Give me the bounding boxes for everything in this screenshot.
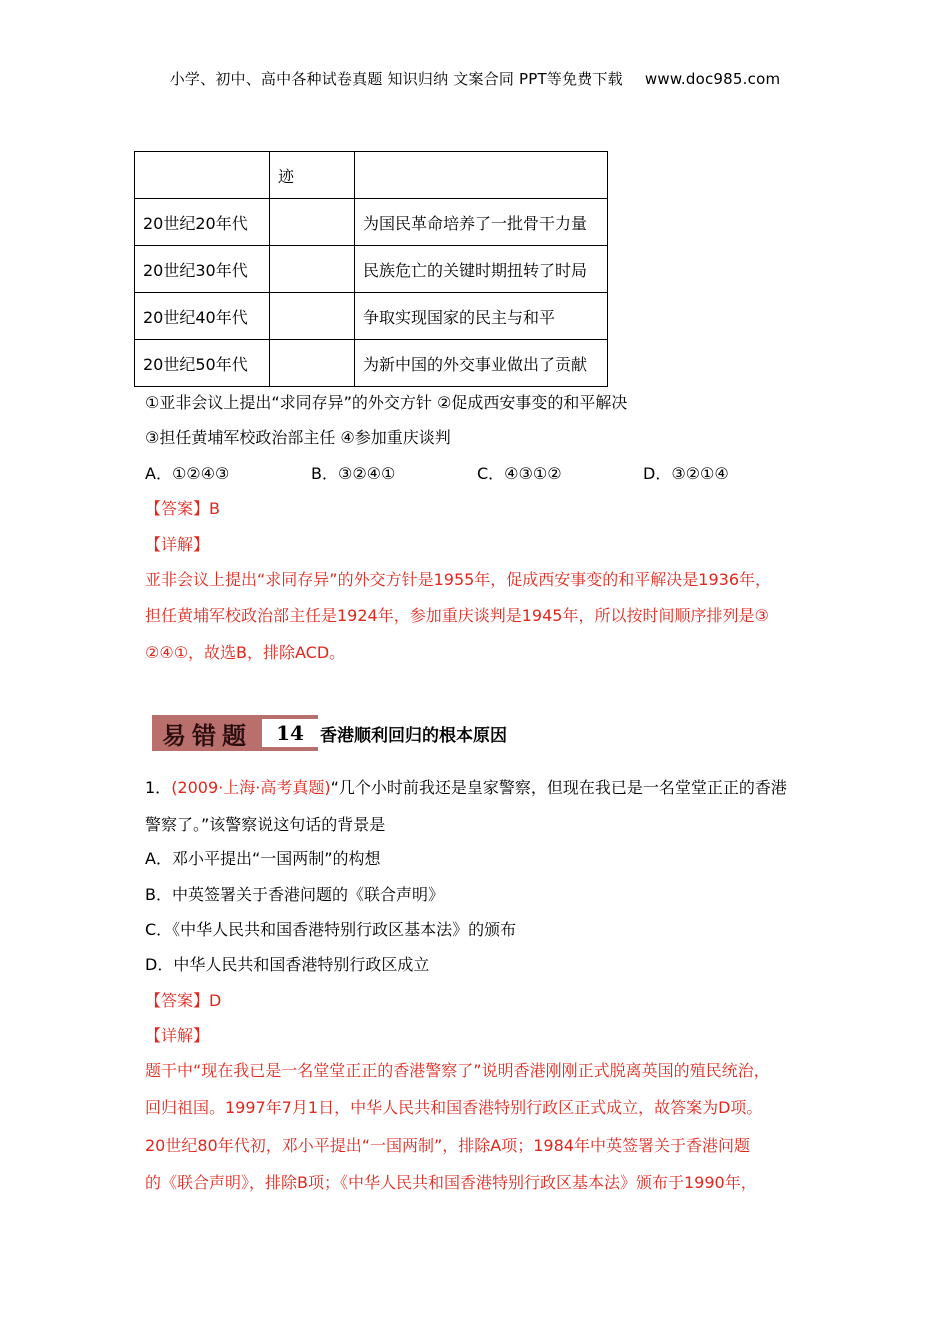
table-row — [135, 293, 608, 340]
table-row — [135, 199, 608, 246]
section-tag — [152, 715, 318, 751]
q13-option-c: C．④③①② — [477, 464, 562, 483]
q13-option-b: B．③②④① — [311, 464, 396, 483]
q13-explanation-line: 担任黄埔军校政治部主任是1924年，参加重庆谈判是1945年，所以按时间顺序排列是③ — [145, 606, 769, 625]
q1-explanation-line: 题干中“现在我已是一名堂堂正正的香港警察了”说明香港刚刚正式脱离英国的殖民统治， — [145, 1061, 770, 1080]
q13-items-line1: ①亚非会议上提出“求同存异”的外交方针 ②促成西安事变的和平解决 — [145, 393, 628, 412]
q1-option-c: C．《中华人民共和国香港特别行政区基本法》的颁布 — [145, 920, 517, 939]
q1-answer: 【答案】D — [145, 991, 222, 1010]
table-cell-era: 20世纪40年代 — [135, 293, 270, 340]
q1-stem-line1 — [145, 778, 787, 798]
q1-option-d: D．中华人民共和国香港特别行政区成立 — [145, 955, 430, 974]
q13-items-line2: ③担任黄埔军校政治部主任 ④参加重庆谈判 — [145, 428, 451, 447]
q1-stem-text: “几个小时前我还是皇家警察，但现在我已是一名堂堂正正的香港 — [330, 778, 787, 797]
table-cell — [135, 152, 270, 199]
table-cell: 迹 — [270, 152, 355, 199]
header-text: 小学、初中、高中各种试卷真题 知识归纳 文案合同 PPT等免费下载 — [169, 70, 623, 88]
table-cell-era: 20世纪30年代 — [135, 246, 270, 293]
table-cell — [355, 152, 608, 199]
table-row — [135, 340, 608, 387]
table-cell-desc: 为国民革命培养了一批骨干力量 — [355, 199, 608, 246]
table-cell-desc: 民族危亡的关键时期扭转了时局 — [355, 246, 608, 293]
table-cell-deed — [270, 340, 355, 387]
table-cell-era: 20世纪50年代 — [135, 340, 270, 387]
q1-explanation-line: 20世纪80年代初，邓小平提出“一国两制”，排除A项；1984年中英签署关于香港问题 — [145, 1136, 750, 1155]
timeline-table — [134, 151, 608, 387]
q1-explanation-line: 的《联合声明》，排除B项；《中华人民共和国香港特别行政区基本法》颁布于1990年， — [145, 1173, 757, 1192]
q1-detail-label: 【详解】 — [145, 1026, 210, 1045]
q1-source: (2009·上海·高考真题) — [171, 778, 331, 797]
table-cell-era: 20世纪20年代 — [135, 199, 270, 246]
q1-stem-line2: 警察了。”该警察说这句话的背景是 — [145, 815, 386, 834]
header-site: www.doc985.com — [644, 70, 781, 88]
q1-explanation-line: 回归祖国。1997年7月1日，中华人民共和国香港特别行政区正式成立，故答案为D项。 — [145, 1098, 763, 1117]
table-cell-desc: 为新中国的外交事业做出了贡献 — [355, 340, 608, 387]
q1-number: 1． — [145, 778, 172, 797]
q13-answer: 【答案】B — [145, 499, 220, 518]
section-number: 14 — [262, 719, 318, 747]
table-row — [135, 246, 608, 293]
q13-option-a: A．①②④③ — [145, 464, 230, 483]
q13-detail-label: 【详解】 — [145, 535, 210, 554]
table-cell-deed — [270, 246, 355, 293]
q13-explanation-line: ②④①，故选B，排除ACD。 — [145, 643, 346, 662]
q13-explanation-line: 亚非会议上提出“求同存异”的外交方针是1955年，促成西安事变的和平解决是1936年， — [145, 570, 772, 589]
section-heading — [152, 714, 507, 752]
q1-option-b: B．中英签署关于香港问题的《联合声明》 — [145, 885, 444, 904]
table-cell-desc: 争取实现国家的民主与和平 — [355, 293, 608, 340]
table-row — [135, 152, 608, 199]
section-title: 香港顺利回归的根本原因 — [320, 725, 507, 746]
q13-option-d: D．③②①④ — [643, 464, 729, 483]
section-tag-word: 易错题 — [162, 720, 252, 750]
page-header — [0, 68, 950, 89]
q1-option-a: A．邓小平提出“一国两制”的构想 — [145, 849, 381, 868]
table-cell-deed — [270, 199, 355, 246]
table-cell-deed — [270, 293, 355, 340]
q13-options — [145, 464, 729, 484]
